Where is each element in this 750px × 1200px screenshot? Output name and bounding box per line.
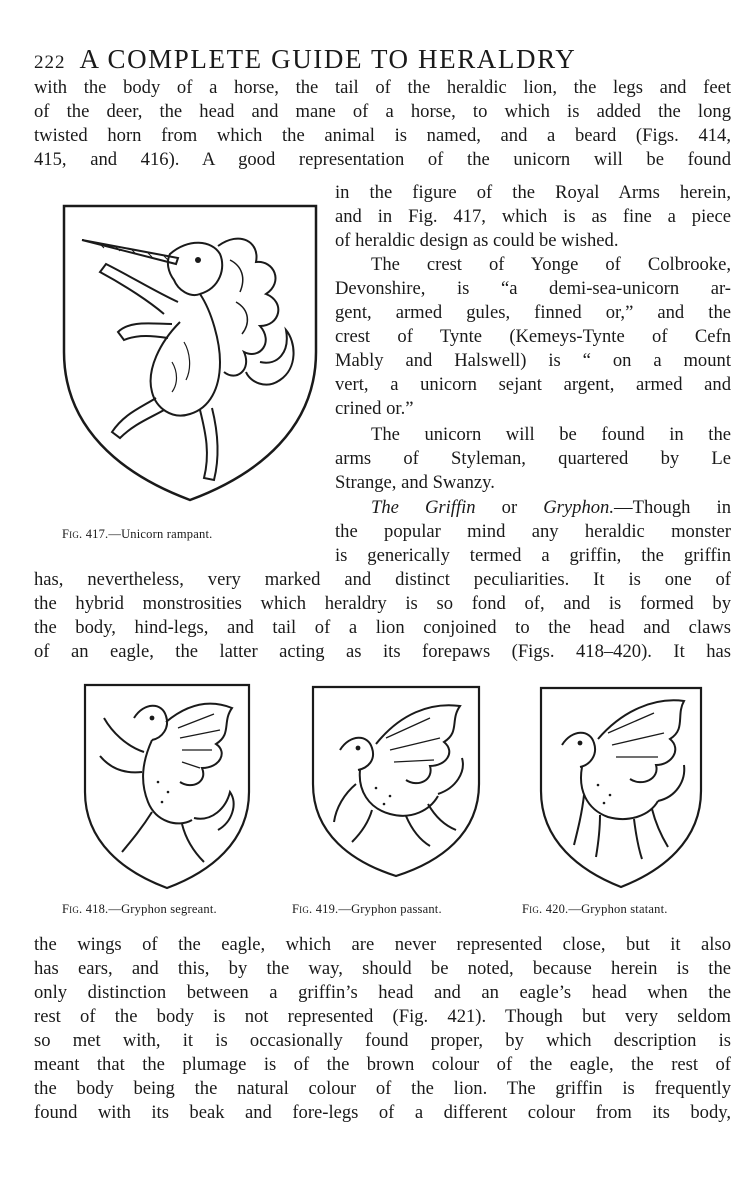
- page-number: 222: [34, 52, 66, 73]
- gryphon-statant-illustration: [538, 685, 704, 891]
- text-line: twisted horn from which the animal is named, and a beard (Figs. 414,: [34, 125, 731, 146]
- figure-caption-text: 418.—Gryphon segreant.: [85, 902, 217, 916]
- section-title-gryphon: Gryphon.: [543, 497, 615, 518]
- figure-419-caption: [292, 902, 442, 917]
- section-title-griffin: The Griffin: [371, 497, 476, 518]
- figure-417-caption: [62, 527, 212, 542]
- figure-419-gryphon-passant-shield: [310, 684, 482, 880]
- text-line: Mably and Halswell) is “ on a mount: [335, 350, 731, 371]
- text-line: of an eagle, the latter acting as its forepaws (Figs. 418–420). It has: [34, 641, 731, 662]
- text-line: crest of Tynte (Kemeys-Tynte of Cefn: [335, 326, 731, 347]
- text-fragment: —Though in: [614, 497, 731, 518]
- figure-label: Fig.: [62, 527, 83, 541]
- text-line: meant that the plumage is of the brown colour of the eagle, the rest of: [34, 1054, 731, 1075]
- text-line: of heraldic design as could be wished.: [335, 230, 619, 251]
- figure-label: Fig.: [522, 902, 543, 916]
- figure-caption-text: 417.—Unicorn rampant.: [85, 527, 213, 541]
- section-heading-line: [371, 496, 731, 520]
- text-line: The crest of Yonge of Colbrooke,: [371, 254, 731, 275]
- text-line: so met with, it is occasionally found proper, by which description is: [34, 1030, 731, 1051]
- figure-420-gryphon-statant-shield: [538, 685, 704, 891]
- text-line: the hybrid monstrosities which heraldry is so fond of, and is formed by: [34, 593, 731, 614]
- gryphon-passant-illustration: [310, 684, 482, 880]
- gryphon-segreant-illustration: [82, 682, 252, 892]
- unicorn-shield-illustration: [60, 202, 322, 504]
- text-line: Strange, and Swanzy.: [335, 472, 495, 493]
- figure-caption-text: 420.—Gryphon statant.: [545, 902, 668, 916]
- figure-420-caption: [522, 902, 668, 917]
- text-line: in the figure of the Royal Arms herein,: [335, 182, 731, 203]
- text-line: arms of Styleman, quartered by Le: [335, 448, 731, 469]
- text-line: has ears, and this, by the way, should be noted, because herein is the: [34, 958, 731, 979]
- text-line: is generically termed a griffin, the griffin: [335, 545, 731, 566]
- running-title: A COMPLETE GUIDE TO HERALDRY: [79, 44, 577, 74]
- text-line: 415, and 416). A good representation of the unicorn will be found: [34, 149, 731, 170]
- figure-caption-text: 419.—Gryphon passant.: [315, 902, 442, 916]
- figure-418-gryphon-segreant-shield: [82, 682, 252, 892]
- text-line: with the body of a horse, the tail of the heraldic lion, the legs and feet: [34, 77, 731, 98]
- text-line: found with its beak and fore-legs of a different colour from its body,: [34, 1102, 731, 1123]
- figure-label: Fig.: [292, 902, 313, 916]
- figure-418-caption: [62, 902, 217, 917]
- text-line: and in Fig. 417, which is as fine a piece: [335, 206, 731, 227]
- text-line: rest of the body is not represented (Fig. 421). Though but very seldom: [34, 1006, 731, 1027]
- text-line: the wings of the eagle, which are never represented close, but it also: [34, 934, 731, 955]
- running-head: [34, 44, 734, 75]
- text-line: of the deer, the head and mane of a horse, to which is added the long: [34, 101, 731, 122]
- figure-label: Fig.: [62, 902, 83, 916]
- text-line: crined or.”: [335, 398, 414, 419]
- text-line: gent, armed gules, finned or,” and the: [335, 302, 731, 323]
- figure-417-unicorn-shield: [60, 202, 322, 504]
- text-line: Devonshire, is “a demi-sea-unicorn ar-: [335, 278, 731, 299]
- text-line: has, nevertheless, very marked and distinct peculiarities. It is one of: [34, 569, 731, 590]
- text-line: The unicorn will be found in the: [371, 424, 731, 445]
- text-line: the popular mind any heraldic monster: [335, 521, 731, 542]
- text-line: vert, a unicorn sejant argent, armed and: [335, 374, 731, 395]
- text-line: the body being the natural colour of the lion. The griffin is frequently: [34, 1078, 731, 1099]
- text-line: only distinction between a griffin’s head and an eagle’s head when the: [34, 982, 731, 1003]
- text-fragment: or: [501, 497, 518, 518]
- text-line: the body, hind-legs, and tail of a lion conjoined to the head and claws: [34, 617, 731, 638]
